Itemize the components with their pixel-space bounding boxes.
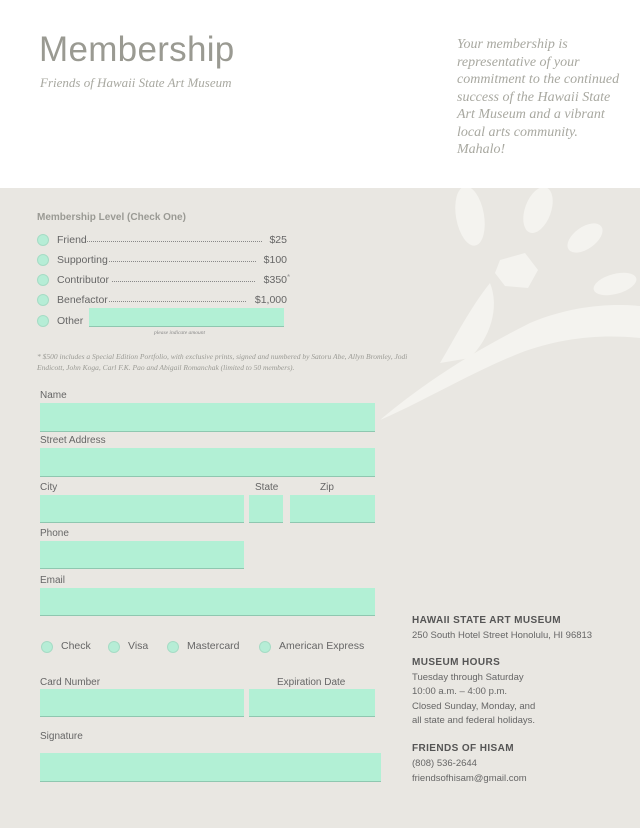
portfolio-footnote: * $500 includes a Special Edition Portfolio, with exclusive prints, signed and numbered by Satoru Abe, Allyn Bromley, Jodi Endicott, John Koga, Carl F.K. Pao and Abigail Romanchak (limited to 50 members). (37, 352, 408, 372)
level-label: Benefactor (57, 294, 108, 306)
radio-visa[interactable] (108, 641, 120, 653)
radio-check[interactable] (41, 641, 53, 653)
level-price: $1,000 (254, 294, 287, 306)
city-label: City (40, 482, 58, 493)
phone-label: Phone (40, 528, 69, 539)
radio-contributor[interactable] (37, 274, 49, 286)
other-amount-input[interactable] (89, 308, 284, 327)
level-heading: Membership Level (Check One) (37, 212, 186, 223)
payment-label: Check (61, 640, 91, 652)
page-title: Membership (39, 30, 235, 69)
dot-leader (109, 261, 256, 262)
street-label: Street Address (40, 435, 106, 446)
museum-heading: HAWAII STATE ART MUSEUM (412, 615, 562, 626)
friends-email[interactable]: friendsofhisam@gmail.com (412, 773, 527, 784)
footnote-marker: * (287, 273, 291, 282)
zip-field[interactable] (290, 495, 375, 523)
dot-leader (109, 301, 246, 302)
level-price: $25 (269, 234, 287, 246)
membership-blurb: Your membership is representative of your commitment to the continued success of the Hawaii State Art Museum and a vibrant local arts community. Mahalo! (457, 37, 620, 157)
radio-other[interactable] (37, 315, 49, 327)
level-price: $350 (263, 274, 287, 286)
level-label: Friend (57, 234, 87, 246)
friends-heading: FRIENDS OF HISAM (412, 743, 514, 754)
phone-field[interactable] (40, 541, 244, 569)
other-hint: please indicate amount (154, 330, 206, 336)
form-panel (0, 188, 640, 828)
name-label: Name (40, 390, 67, 401)
payment-label: Visa (128, 640, 149, 652)
dot-leader (87, 241, 262, 242)
page-subtitle: Friends of Hawaii State Art Museum (40, 75, 232, 90)
radio-amex[interactable] (259, 641, 271, 653)
payment-label: American Express (279, 640, 365, 652)
dot-leader (112, 281, 255, 282)
level-label: Other (57, 315, 84, 327)
state-label: State (255, 482, 279, 493)
zip-label: Zip (320, 482, 334, 493)
radio-friend[interactable] (37, 234, 49, 246)
radio-benefactor[interactable] (37, 294, 49, 306)
card-number-field[interactable] (40, 689, 244, 717)
level-supporting[interactable] (37, 254, 287, 268)
city-field[interactable] (40, 495, 244, 523)
hours-line: all state and federal holidays. (412, 715, 536, 726)
signature-field[interactable] (40, 753, 381, 782)
level-benefactor[interactable] (37, 294, 287, 308)
level-price: $100 (263, 254, 287, 266)
level-friend[interactable] (37, 234, 287, 248)
state-field[interactable] (249, 495, 283, 523)
level-other[interactable] (37, 315, 97, 329)
expiration-label: Expiration Date (277, 677, 346, 688)
signature-label: Signature (40, 731, 83, 742)
friends-phone: (808) 536-2644 (412, 758, 477, 769)
hours-line: 10:00 a.m. – 4:00 p.m. (412, 686, 508, 697)
name-field[interactable] (40, 403, 375, 432)
level-label: Supporting (57, 254, 108, 266)
hours-line: Closed Sunday, Monday, and (412, 701, 536, 712)
card-number-label: Card Number (40, 677, 101, 688)
museum-address: 250 South Hotel Street Honolulu, HI 96813 (412, 630, 593, 641)
header-section (0, 0, 640, 188)
email-field[interactable] (40, 588, 375, 616)
email-label: Email (40, 575, 66, 586)
level-label: Contributor (57, 274, 109, 286)
hours-line: Tuesday through Saturday (412, 672, 524, 683)
radio-supporting[interactable] (37, 254, 49, 266)
radio-mastercard[interactable] (167, 641, 179, 653)
expiration-field[interactable] (249, 689, 375, 717)
payment-label: Mastercard (187, 640, 240, 652)
hours-heading: MUSEUM HOURS (412, 657, 501, 668)
street-field[interactable] (40, 448, 375, 477)
level-contributor[interactable] (37, 273, 291, 288)
